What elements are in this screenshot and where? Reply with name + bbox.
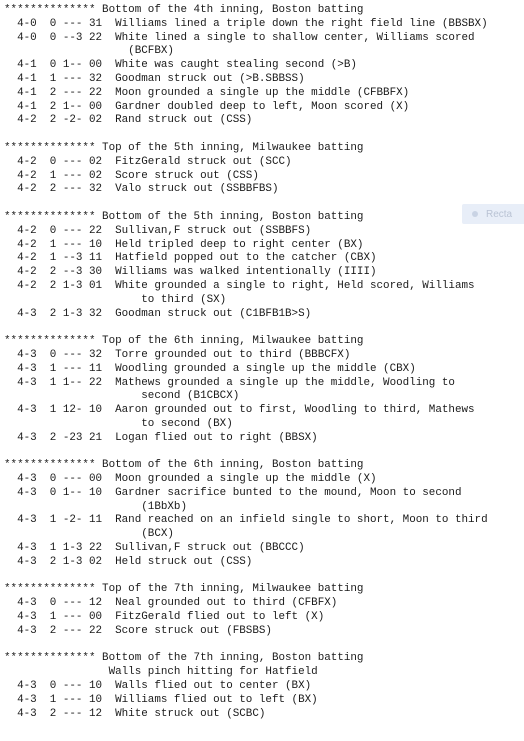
play-line: 4-3 2 -23 21 Logan flied out to right (BBSX) <box>4 431 318 444</box>
block-spacer <box>4 639 524 653</box>
rectangle-icon <box>472 211 478 217</box>
play-entry <box>4 252 524 266</box>
play-line: 4-2 2 -2- 02 Rand struck out (CSS) <box>4 114 253 127</box>
play-entry <box>4 708 524 722</box>
play-entry <box>4 18 524 32</box>
inning-block <box>4 335 524 445</box>
play-line: 4-1 2 --- 22 Moon grounded a single up the middle (CFBBFX) <box>4 86 410 99</box>
block-spacer <box>4 128 524 142</box>
inning-header: ************** Bottom of the 7th inning, Boston batting <box>4 652 364 665</box>
block-spacer <box>4 570 524 584</box>
play-entry <box>4 32 524 60</box>
play-continuation-line: (BCX) <box>4 528 174 541</box>
play-entry <box>4 280 524 308</box>
play-entry <box>4 308 524 322</box>
play-line: 4-2 2 --- 32 Valo struck out (SSBBFBS) <box>4 183 279 196</box>
play-continuation-line: second (B1CBCX) <box>4 390 240 403</box>
inning-note: Walls pinch hitting for Hatfield <box>4 666 318 679</box>
play-continuation-line: (BCFBX) <box>4 45 174 58</box>
block-spacer <box>4 446 524 460</box>
play-line: 4-2 2 1-3 01 White grounded a single to right, Held scored, Williams <box>4 279 475 292</box>
play-entry <box>4 694 524 708</box>
play-entry <box>4 225 524 239</box>
play-line: 4-2 0 --- 02 FitzGerald struck out (SCC) <box>4 155 292 168</box>
play-line: 4-3 0 --- 10 Walls flied out to center (BX) <box>4 680 312 693</box>
play-entry <box>4 487 524 515</box>
inning-block <box>4 142 524 197</box>
inning-header: ************** Bottom of the 4th inning, Boston batting <box>4 4 364 16</box>
play-line: 4-3 2 --- 12 White struck out (SCBC) <box>4 707 266 720</box>
inning-header: ************** Bottom of the 5th inning, Boston batting <box>4 210 364 223</box>
play-line: 4-3 2 1-3 32 Goodman struck out (C1BFB1B>S) <box>4 307 312 320</box>
play-entry <box>4 59 524 73</box>
play-line: 4-3 1 --- 11 Woodling grounded a single up the middle (CBX) <box>4 362 416 375</box>
play-entry <box>4 239 524 253</box>
inning-header: ************** Top of the 7th inning, Milwaukee batting <box>4 583 364 596</box>
play-entry <box>4 363 524 377</box>
play-entry <box>4 114 524 128</box>
play-entry <box>4 170 524 184</box>
inning-header: ************** Bottom of the 6th inning, Boston batting <box>4 459 364 472</box>
play-line: 4-3 1 1-- 22 Mathews grounded a single up the middle, Woodling to <box>4 376 455 389</box>
play-entry <box>4 349 524 363</box>
play-line: 4-3 0 --- 00 Moon grounded a single up the middle (X) <box>4 473 377 486</box>
inning-header: ************** Top of the 6th inning, Milwaukee batting <box>4 335 364 348</box>
play-line: 4-2 1 --3 11 Hatfield popped out to the catcher (CBX) <box>4 252 377 265</box>
play-entry <box>4 266 524 280</box>
play-line: 4-1 1 --- 32 Goodman struck out (>B.SBBSS) <box>4 72 305 85</box>
play-entry <box>4 514 524 542</box>
inning-block <box>4 652 524 721</box>
play-line: 4-1 2 1-- 00 Gardner doubled deep to left, Moon scored (X) <box>4 100 410 113</box>
play-entry <box>4 183 524 197</box>
play-entry <box>4 404 524 432</box>
play-line: 4-2 0 --- 22 Sullivan,F struck out (SSBBFS) <box>4 224 312 237</box>
play-entry <box>4 556 524 570</box>
play-by-play-log <box>4 4 524 721</box>
play-line: 4-3 2 1-3 02 Held struck out (CSS) <box>4 555 253 568</box>
play-line: 4-3 2 --- 22 Score struck out (FBSBS) <box>4 624 272 637</box>
play-entry <box>4 473 524 487</box>
play-line: 4-2 1 --- 02 Score struck out (CSS) <box>4 169 259 182</box>
play-entry <box>4 597 524 611</box>
play-line: 4-3 0 --- 12 Neal grounded out to third (CFBFX) <box>4 597 338 610</box>
play-entry <box>4 87 524 101</box>
play-continuation-line: to third (SX) <box>4 293 227 306</box>
play-entry <box>4 156 524 170</box>
play-continuation-line: to second (BX) <box>4 417 233 430</box>
play-line: 4-0 0 --- 31 Williams lined a triple down the right field line (BBSBX) <box>4 17 488 30</box>
play-entry <box>4 611 524 625</box>
inning-block <box>4 4 524 128</box>
play-line: 4-3 1 --- 10 Williams flied out to left (BX) <box>4 693 318 706</box>
play-line: 4-3 1 12- 10 Aaron grounded out to first, Woodling to third, Mathews <box>4 404 475 417</box>
play-entry <box>4 73 524 87</box>
play-line: 4-1 0 1-- 00 White was caught stealing second (>B) <box>4 59 357 72</box>
inning-header: ************** Top of the 5th inning, Milwaukee batting <box>4 141 364 154</box>
play-entry <box>4 542 524 556</box>
play-line: 4-2 1 --- 10 Held tripled deep to right center (BX) <box>4 238 364 251</box>
play-line: 4-3 0 --- 32 Torre grounded out to third (BBBCFX) <box>4 348 351 361</box>
overlay-label: Recta <box>486 208 513 220</box>
play-entry <box>4 680 524 694</box>
inning-block <box>4 583 524 638</box>
play-entry <box>4 432 524 446</box>
play-entry <box>4 101 524 115</box>
inning-block <box>4 459 524 569</box>
play-line: 4-3 1 -2- 11 Rand reached on an infield single to short, Moon to third <box>4 514 488 527</box>
play-continuation-line: (1BbXb) <box>4 500 187 513</box>
play-line: 4-2 2 --3 30 Williams was walked intentionally (IIII) <box>4 266 377 279</box>
block-spacer <box>4 321 524 335</box>
rectangle-tool-overlay[interactable] <box>462 204 524 224</box>
inning-block <box>4 208 524 321</box>
play-line: 4-3 1 --- 00 FitzGerald flied out to left (X) <box>4 611 325 624</box>
play-line: 4-0 0 --3 22 White lined a single to shallow center, Williams scored <box>4 31 475 44</box>
play-line: 4-3 1 1-3 22 Sullivan,F struck out (BBCCC) <box>4 542 305 555</box>
play-entry <box>4 625 524 639</box>
play-line: 4-3 0 1-- 10 Gardner sacrifice bunted to the mound, Moon to second <box>4 486 462 499</box>
block-spacer <box>4 197 524 211</box>
play-entry <box>4 377 524 405</box>
